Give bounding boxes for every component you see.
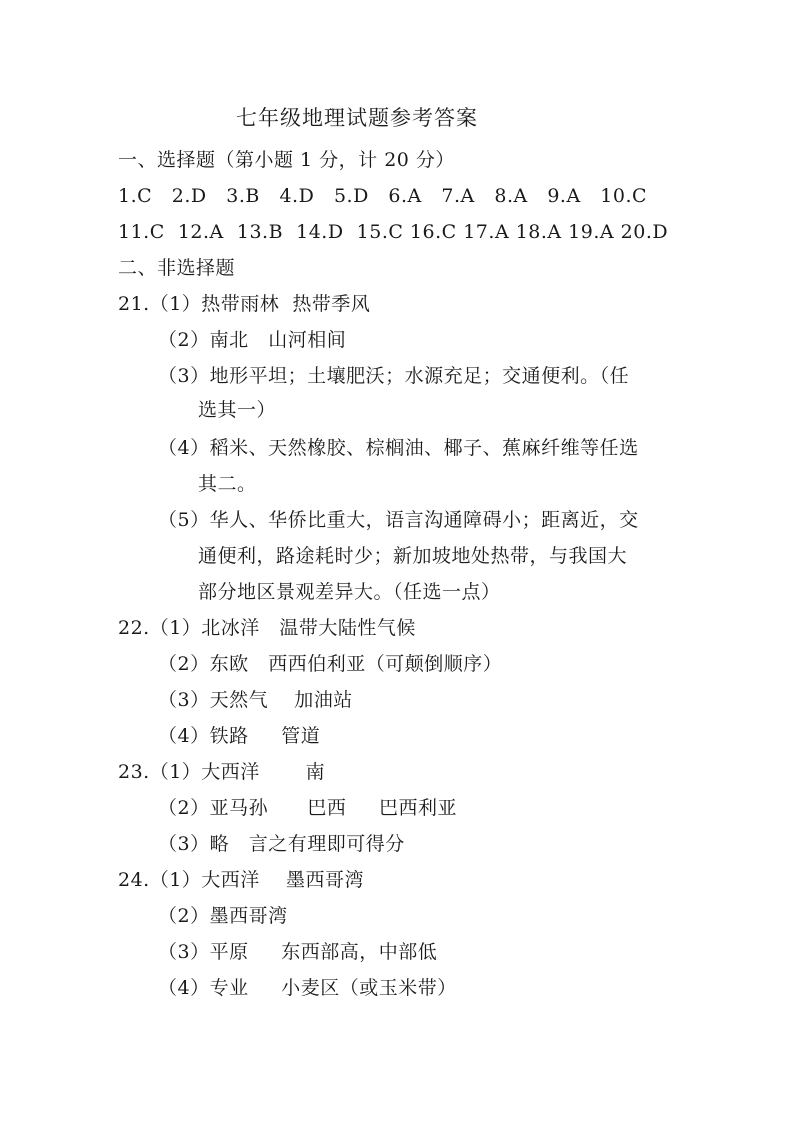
section2-heading: 二、非选择题 <box>118 257 236 279</box>
mc-answers-row-2: 11.C 12.A 13.B 14.D 15.C 16.C 17.A 18.A 19.A 20.D <box>118 221 669 243</box>
q23-part3: （3）略 言之有理即可得分 <box>158 833 405 855</box>
q21-part5-line1: （5）华人、华侨比重大，语言沟通障碍小；距离近，交 <box>158 509 639 531</box>
q22-part3: （3）天然气 加油站 <box>158 689 353 711</box>
q21-part4-line1: （4）稻米、天然橡胶、棕榈油、椰子、蕉麻纤维等任选 <box>158 437 639 459</box>
q21-part1: 21.（1）热带雨林 热带季风 <box>118 293 371 315</box>
q24-part2: （2）墨西哥湾 <box>158 905 288 927</box>
q21-part3-line1: （3）地形平坦；土壤肥沃；水源充足；交通便利。（任 <box>158 365 630 387</box>
q21-part5-line3: 部分地区景观差异大。（任选一点） <box>198 581 501 603</box>
section1-heading: 一、选择题（第小题 1 分，计 20 分） <box>118 149 455 171</box>
mc-answers-row-1: 1.C 2.D 3.B 4.D 5.D 6.A 7.A 8.A 9.A 10.C <box>118 185 648 207</box>
q21-part4-line2: 其二。 <box>198 473 257 495</box>
q24-part3: （3）平原 东西部高，中部低 <box>158 941 438 963</box>
q21-part5-line2: 通便利，路途耗时少；新加坡地处热带，与我国大 <box>198 545 628 567</box>
q22-part1: 22.（1）北冰洋 温带大陆性气候 <box>118 617 416 639</box>
q23-part1: 23.（1）大西洋 南 <box>118 761 326 783</box>
q21-part3-line2: 选其一） <box>198 399 277 421</box>
q24-part4: （4）专业 小麦区（或玉米带） <box>158 977 457 999</box>
q22-part4: （4）铁路 管道 <box>158 725 321 747</box>
page-title: 七年级地理试题参考答案 <box>236 106 478 130</box>
q21-part2: （2）南北 山河相间 <box>158 329 347 351</box>
q24-part1: 24.（1）大西洋 墨西哥湾 <box>118 869 364 891</box>
q22-part2: （2）东欧 西西伯利亚（可颠倒顺序） <box>158 653 503 675</box>
q23-part2: （2）亚马孙 巴西 巴西利亚 <box>158 797 458 819</box>
